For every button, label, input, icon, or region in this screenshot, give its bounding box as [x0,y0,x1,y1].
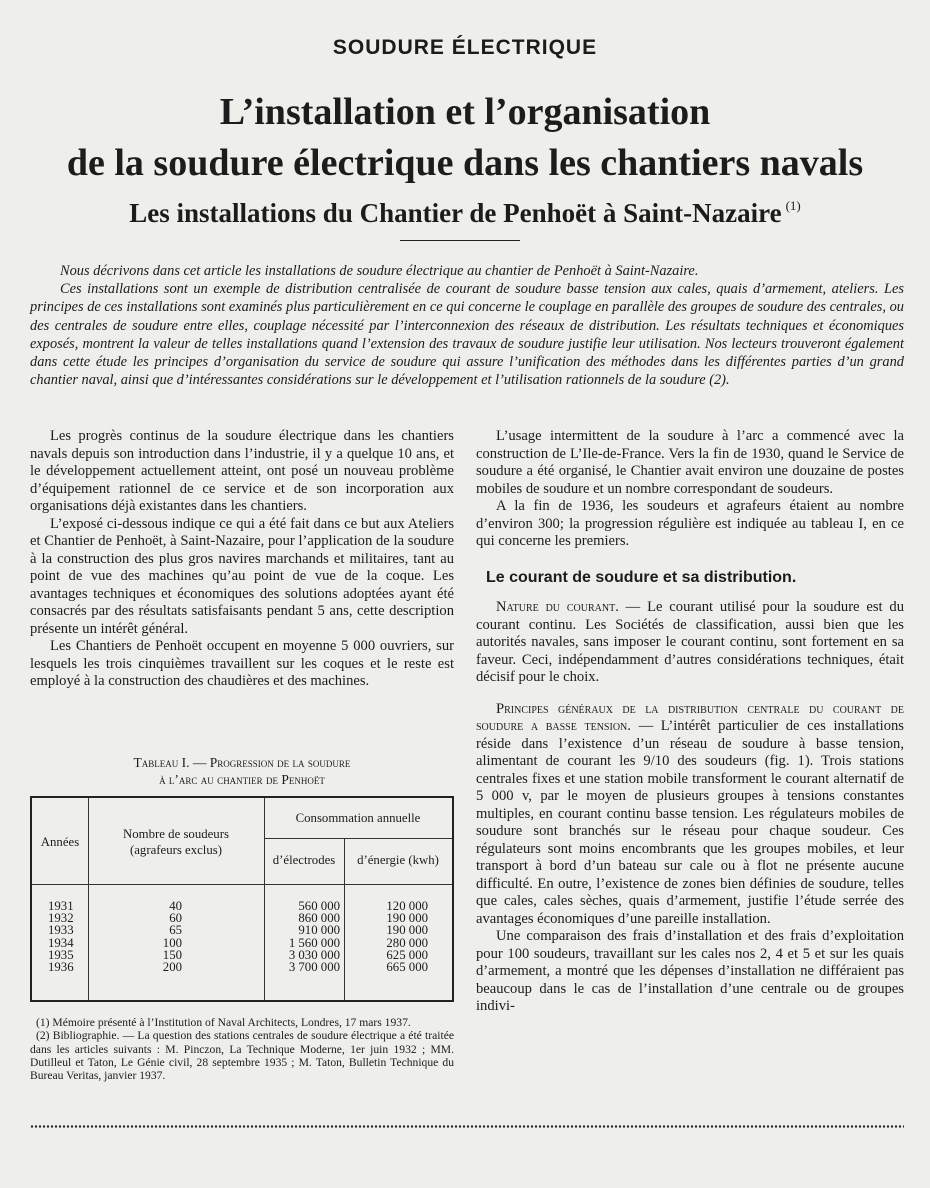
paragraph-text: — L’intérêt particulier de ces installations réside dans l’existence d’un réseau de soudure à basse tension, alimentant de courant les 9/10 des soudeurs (fig. 1). Trois stations centrales fixes et une station mobile transforment le courant alternatif de 5 000 v, par le moyen de plusieurs groupes à tensions constantes multiples, en courant continu basse tension. Les régulateurs mobiles de soudure sont branchés sur le réseau pour chaque soudeur. Ces régulateurs sont moins encombrants que les groupes mobiles, et leur transport à bord d’un bateau sur cale ou à flot ne présente aucune difficulté. En outre, l’existence de zones bien définies de soudure, telles que cales, cales sèches, quais d’armement, justifie l’étude serrée des avantages économiques d’une pareille installation. [476,718,904,927]
run-in-heading: Principes généraux de la distribution centrale du courant de soudure a basse tension. [476,700,904,734]
body-paragraph: A la fin de 1936, les soudeurs et agrafeurs étaient au nombre d’environ 300; la progression régulière est indiquée au tableau I, en ce qui concerne les premiers. [476,498,904,549]
table-caption-line: Tableau I. — Progression de la soudure [133,755,351,770]
article-subtitle [0,198,930,229]
header-welders [88,826,264,858]
header-electrodes: d’électrodes [272,853,336,867]
body-paragraph: Les Chantiers de Penhoët occupent en moyenne 5 000 ouvriers, sur lesquels les trois cinquièmes travaillent sur les coques et le reste est employé à la construction des chaudières et des machines. [30,638,454,689]
table-cell-years: 1933 [48,923,74,938]
table-cell-welders: 150 [162,947,182,962]
table-cell-electrodes: 860 000 [298,911,340,926]
table-cell-welders: 60 [169,911,182,926]
table-cell-energy: 120 000 [386,899,428,913]
body-paragraph [476,599,904,687]
section-heading: Le courant de soudure et sa distribution. [486,568,797,586]
table-cell-energy: 280 000 [386,935,428,950]
table-cell-years: 1935 [48,947,74,962]
footnote: (1) Mémoire présenté à l’Institution of Naval Architects, Londres, 17 mars 1937. [36,1016,411,1029]
body-paragraph [476,701,904,929]
years-column [48,900,78,973]
right-column [476,428,904,1016]
table-cell-welders: 65 [169,923,182,938]
table-cell-electrodes: 1 560 000 [288,935,340,950]
table-caption [30,754,454,788]
footnotes [30,1016,454,1082]
body-paragraph: L’usage intermittent de la soudure à l’arc a commencé avec la construction de L’Ile-de-France. Vers la fin de 1930, quand le Service de soudure a été organisé, le Chantier avait environ une douzaine de postes mobiles de soudure et un nombre correspondant de soudeurs. [476,428,904,497]
bottom-dotted-rule [30,1124,904,1129]
lead-paragraph: Nous décrivons dans cet article les installations de soudure électrique au chantier de Penhoët à Saint-Nazaire. [60,263,699,279]
section-rubric: SOUDURE ÉLECTRIQUE [332,36,598,59]
footnote: (2) Bibliographie. — La question des stations centrales de soudure électrique a été traitée dans les articles suivants : M. Pinczon, La Technique Moderne, 1er juin 1932 ; MM. Dutilleul et Taton, Le Génie civil, 28 septembre 1935 ; M. Taton, Bulletin Technique du Bureau Veritas, janvier 1937. [30,1029,454,1083]
header-consumption: Consommation annuelle [295,811,421,825]
body-paragraph: Une comparaison des frais d’installation et des frais d’exploitation pour 100 soudeurs, travaillant sur les cales nos 2, 4 et 5 et sur les quais d’armement, a montré que les dépenses d’installation ne différaient pas beaucoup dans le cas de l’installation d’une centrale ou de groupes indivi- [476,928,904,1014]
footnote-marker: (1) [785,198,801,213]
welding-progress-table [30,796,454,1002]
table-cell-welders: 200 [162,960,182,975]
lead-paragraph: Ces installations sont un exemple de distribution centralisée de courant de soudure basse tension aux cales, quais d’armement, ateliers. Les principes de ces installations sont examinés plus particulièrement en ce qui concerne le couplage en parallèle des groupes de soudure des centrales, ou des centrales de soudure entre elles, couplage nécessité par l’interconnexion des réseaux de distribution. Les résultats techniques et économiques exposés, montrent la valeur de telles installations quand l’extension des travaux de soudure justifie leur utilisation. Nos lecteurs trouveront également dans cette étude les principes d’organisation du service de soudure qui assure l’unification des méthodes dans les différentes parties d’un grand chantier naval, ainsi que d’intéressantes considérations sur le développement et l’utilisation rationnels de la soudure (2). [30,281,904,389]
table-caption-line: à l’arc au chantier de Penhoët [159,772,325,787]
table-cell-energy: 665 000 [386,960,428,975]
header-energy: d’énergie (kwh) [357,853,439,867]
table-cell-years: 1931 [48,899,74,913]
table-cell-electrodes: 3 700 000 [288,960,340,975]
table-cell-energy: 190 000 [386,911,428,926]
table-cell-years: 1936 [48,960,74,975]
subtitle-text: Les installations du Chantier de Penhoët à Saint-Nazaire [129,198,782,228]
article-lead [30,262,904,389]
article-title-line-2: de la soudure électrique dans les chantiers navals [66,142,864,184]
energy-column [366,900,428,973]
header-years: Années [40,835,80,849]
body-paragraph: L’exposé ci-dessous indique ce qui a été fait dans ce but aux Ateliers et Chantier de Penhoët, à Saint-Nazaire, pour l’application de la soudure à la construction des plus gros navires marchands et militaires, tant au point de vue des machines qu’au point de vue de la coque. Les avantages techniques et économiques des solutions adoptées ayant été consacrés par des résultats satisfaisants pendant 5 ans, cette description présente un intérêt général. [30,515,454,637]
welders-column [132,900,182,973]
table-cell-electrodes: 910 000 [298,923,340,938]
table-divider [32,884,452,885]
header-welders-line: Nombre de soudeurs [123,827,229,841]
table-cell-years: 1934 [48,935,74,950]
table-cell-years: 1932 [48,911,74,926]
title-divider [400,240,520,241]
left-column [30,428,454,691]
table-divider [264,838,452,839]
table-cell-electrodes: 560 000 [298,899,340,913]
article-title-line-1: L’installation et l’organisation [219,91,711,133]
table-divider [264,798,265,1000]
electrodes-column [268,900,340,973]
run-in-heading: Nature du courant. [496,599,619,615]
paragraph-text: — Le courant utilisé pour la soudure est du courant continu. Les Sociétés de classification, aussi bien que les autorités navales, sans imposer le courant continu, sont fortement en sa faveur. Ceci, indépendamment d’autres considérations techniques, était décisif pour le choix. [476,599,904,685]
table-cell-electrodes: 3 030 000 [288,947,340,962]
header-welders-line: (agrafeurs exclus) [129,843,222,857]
body-paragraph: Les progrès continus de la soudure électrique dans les chantiers navals depuis son introduction dans l’industrie, il y a quelque 10 ans, et le développement actuellement atteint, ont posé un nouveau problème d’équipement rationnel de ce service et de son incorporation aux organisations déjà existantes dans les chantiers. [30,428,454,514]
table-cell-welders: 40 [169,899,182,913]
table-cell-energy: 190 000 [386,923,428,938]
table-cell-energy: 625 000 [386,947,428,962]
table-cell-welders: 100 [162,935,182,950]
